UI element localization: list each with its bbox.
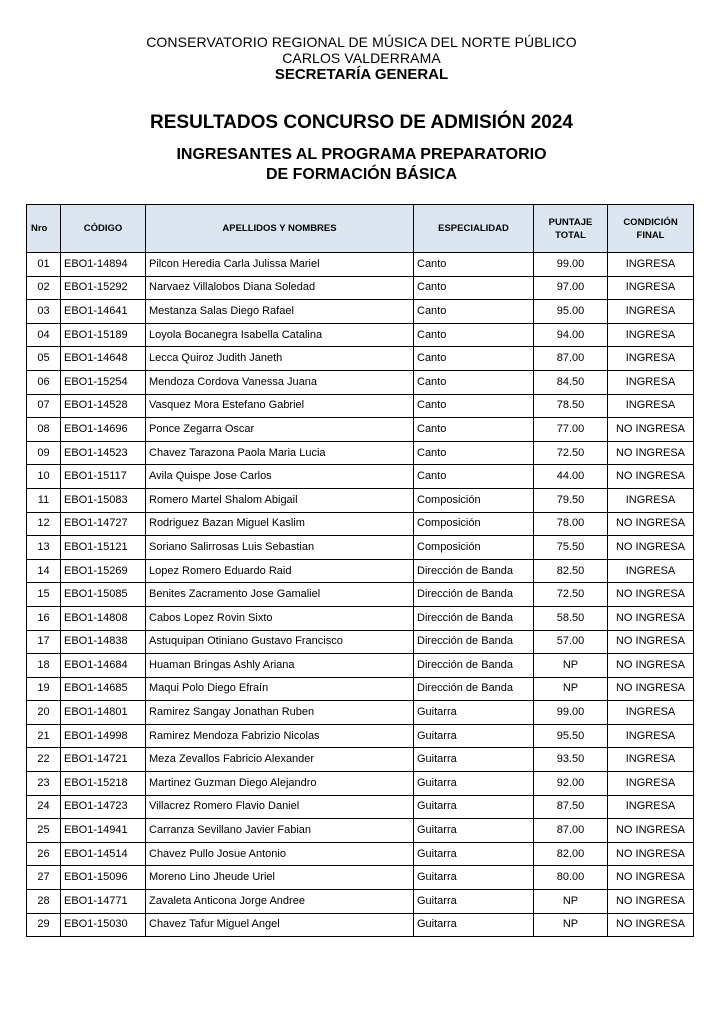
cell-nro: 02 (27, 276, 61, 300)
subtitle-line1: INGRESANTES AL PROGRAMA PREPARATORIO (176, 146, 547, 163)
cell-especialidad: Canto (414, 465, 534, 489)
cell-nombre: Chavez Pullo Josue Antonio (146, 842, 414, 866)
cell-codigo: EBO1-14801 (61, 701, 146, 725)
cell-condicion: NO INGRESA (608, 842, 694, 866)
cell-codigo: EBO1-14771 (61, 890, 146, 914)
cell-nro: 29 (27, 913, 61, 937)
cell-condicion: NO INGRESA (608, 536, 694, 560)
cell-codigo: EBO1-14696 (61, 418, 146, 442)
cell-codigo: EBO1-15083 (61, 488, 146, 512)
cell-condicion: NO INGRESA (608, 465, 694, 489)
column-header-especialidad: ESPECIALIDAD (414, 205, 534, 253)
cell-nro: 21 (27, 724, 61, 748)
cell-especialidad: Dirección de Banda (414, 583, 534, 607)
cell-especialidad: Guitarra (414, 701, 534, 725)
cell-nombre: Ponce Zegarra Oscar (146, 418, 414, 442)
table-row (27, 583, 694, 607)
cell-nro: 13 (27, 536, 61, 560)
cell-nro: 16 (27, 606, 61, 630)
cell-codigo: EBO1-15292 (61, 276, 146, 300)
cell-puntaje: NP (534, 677, 608, 701)
cell-especialidad: Dirección de Banda (414, 559, 534, 583)
cell-nombre: Moreno Lino Jheude Uriel (146, 866, 414, 890)
cell-puntaje: NP (534, 890, 608, 914)
cell-especialidad: Dirección de Banda (414, 606, 534, 630)
column-header-condicion (608, 205, 694, 253)
cell-puntaje: 80.00 (534, 866, 608, 890)
cell-condicion: INGRESA (608, 748, 694, 772)
table-row (27, 347, 694, 371)
cell-especialidad: Dirección de Banda (414, 654, 534, 678)
cell-condicion: INGRESA (608, 300, 694, 324)
table-row (27, 300, 694, 324)
cell-nro: 17 (27, 630, 61, 654)
cell-puntaje: NP (534, 654, 608, 678)
cell-puntaje: 87.00 (534, 347, 608, 371)
cell-especialidad: Guitarra (414, 842, 534, 866)
cell-especialidad: Canto (414, 370, 534, 394)
cell-condicion: NO INGRESA (608, 630, 694, 654)
cell-nro: 22 (27, 748, 61, 772)
cell-nro: 20 (27, 701, 61, 725)
cell-nro: 06 (27, 370, 61, 394)
cell-especialidad: Canto (414, 441, 534, 465)
cell-especialidad: Guitarra (414, 819, 534, 843)
cell-condicion: NO INGRESA (608, 913, 694, 937)
institution-name: CONSERVATORIO REGIONAL DE MÚSICA DEL NORTE PÚBLICO (146, 34, 577, 50)
cell-nro: 01 (27, 253, 61, 277)
cell-nombre: Lopez Romero Eduardo Raid (146, 559, 414, 583)
cell-puntaje: 77.00 (534, 418, 608, 442)
cell-puntaje: 82.50 (534, 559, 608, 583)
cell-especialidad: Guitarra (414, 913, 534, 937)
table-row (27, 630, 694, 654)
cell-puntaje: 99.00 (534, 253, 608, 277)
cell-condicion: NO INGRESA (608, 677, 694, 701)
subtitle-line2: DE FORMACIÓN BÁSICA (265, 166, 458, 183)
cell-nombre: Soriano Salirrosas Luis Sebastian (146, 536, 414, 560)
cell-condicion: INGRESA (608, 772, 694, 796)
table-row (27, 323, 694, 347)
cell-nombre: Carranza Sevillano Javier Fabian (146, 819, 414, 843)
table-row (27, 536, 694, 560)
table-row (27, 772, 694, 796)
cell-nombre: Narvaez Villalobos Diana Soledad (146, 276, 414, 300)
cell-codigo: EBO1-14998 (61, 724, 146, 748)
cell-condicion: INGRESA (608, 795, 694, 819)
cell-nro: 27 (27, 866, 61, 890)
column-header-codigo: CÓDIGO (61, 205, 146, 253)
cell-nombre: Pilcon Heredia Carla Julissa Mariel (146, 253, 414, 277)
cell-especialidad: Dirección de Banda (414, 677, 534, 701)
cell-codigo: EBO1-14685 (61, 677, 146, 701)
cell-nro: 04 (27, 323, 61, 347)
table-row (27, 253, 694, 277)
cell-especialidad: Guitarra (414, 724, 534, 748)
cell-nro: 07 (27, 394, 61, 418)
cell-especialidad: Canto (414, 418, 534, 442)
cell-puntaje: 78.00 (534, 512, 608, 536)
cell-codigo: EBO1-15030 (61, 913, 146, 937)
cell-nro: 15 (27, 583, 61, 607)
cell-nro: 10 (27, 465, 61, 489)
cell-condicion: NO INGRESA (608, 583, 694, 607)
table-row (27, 488, 694, 512)
cell-nombre: Ramirez Mendoza Fabrizio Nicolas (146, 724, 414, 748)
cell-puntaje: 95.50 (534, 724, 608, 748)
table-row (27, 748, 694, 772)
table-row (27, 441, 694, 465)
cell-nro: 09 (27, 441, 61, 465)
condicion-header-line1: CONDICIÓN (623, 216, 678, 228)
cell-puntaje: 87.00 (534, 819, 608, 843)
cell-codigo: EBO1-14648 (61, 347, 146, 371)
column-header-nombres: APELLIDOS Y NOMBRES (146, 205, 414, 253)
cell-nombre: Astuquipan Otiniano Gustavo Francisco (146, 630, 414, 654)
cell-condicion: NO INGRESA (608, 866, 694, 890)
condicion-header-line2: FINAL (636, 229, 665, 241)
cell-puntaje: 58.50 (534, 606, 608, 630)
cell-condicion: NO INGRESA (608, 512, 694, 536)
results-table (26, 204, 694, 937)
table-row (27, 559, 694, 583)
cell-codigo: EBO1-14721 (61, 748, 146, 772)
cell-nro: 12 (27, 512, 61, 536)
cell-nro: 24 (27, 795, 61, 819)
cell-puntaje: 79.50 (534, 488, 608, 512)
cell-codigo: EBO1-15096 (61, 866, 146, 890)
table-row (27, 512, 694, 536)
cell-puntaje: 72.50 (534, 441, 608, 465)
cell-nombre: Avila Quispe Jose Carlos (146, 465, 414, 489)
table-row (27, 370, 694, 394)
cell-especialidad: Guitarra (414, 795, 534, 819)
cell-condicion: NO INGRESA (608, 606, 694, 630)
cell-puntaje: 97.00 (534, 276, 608, 300)
document-title: RESULTADOS CONCURSO DE ADMISIÓN 2024 (150, 112, 573, 133)
cell-puntaje: 82.00 (534, 842, 608, 866)
table-row (27, 913, 694, 937)
cell-condicion: INGRESA (608, 394, 694, 418)
cell-puntaje: 78.50 (534, 394, 608, 418)
cell-codigo: EBO1-15218 (61, 772, 146, 796)
table-row (27, 418, 694, 442)
cell-codigo: EBO1-15117 (61, 465, 146, 489)
cell-puntaje: 94.00 (534, 323, 608, 347)
cell-condicion: INGRESA (608, 370, 694, 394)
table-row (27, 724, 694, 748)
puntaje-header-line1: PUNTAJE (548, 216, 593, 228)
cell-puntaje: 93.50 (534, 748, 608, 772)
column-header-puntaje (534, 205, 608, 253)
cell-nombre: Cabos Lopez Rovin Sixto (146, 606, 414, 630)
document-header (0, 34, 723, 84)
cell-nombre: Vasquez Mora Estefano Gabriel (146, 394, 414, 418)
cell-nombre: Huaman Bringas Ashly Ariana (146, 654, 414, 678)
cell-nro: 08 (27, 418, 61, 442)
cell-especialidad: Guitarra (414, 866, 534, 890)
cell-condicion: INGRESA (608, 347, 694, 371)
table-row (27, 465, 694, 489)
cell-especialidad: Guitarra (414, 890, 534, 914)
cell-condicion: NO INGRESA (608, 441, 694, 465)
table-row (27, 819, 694, 843)
cell-nro: 26 (27, 842, 61, 866)
table-row (27, 842, 694, 866)
cell-condicion: INGRESA (608, 488, 694, 512)
cell-especialidad: Canto (414, 347, 534, 371)
cell-codigo: EBO1-14523 (61, 441, 146, 465)
table-row (27, 701, 694, 725)
cell-especialidad: Canto (414, 323, 534, 347)
cell-nro: 05 (27, 347, 61, 371)
cell-condicion: INGRESA (608, 701, 694, 725)
cell-condicion: INGRESA (608, 276, 694, 300)
cell-nombre: Romero Martel Shalom Abigail (146, 488, 414, 512)
cell-codigo: EBO1-14808 (61, 606, 146, 630)
cell-nombre: Lecca Quiroz Judith Janeth (146, 347, 414, 371)
cell-codigo: EBO1-14941 (61, 819, 146, 843)
cell-codigo: EBO1-14723 (61, 795, 146, 819)
cell-condicion: NO INGRESA (608, 418, 694, 442)
cell-nombre: Chavez Tarazona Paola Maria Lucia (146, 441, 414, 465)
cell-nombre: Maqui Polo Diego Efraín (146, 677, 414, 701)
cell-nro: 23 (27, 772, 61, 796)
cell-codigo: EBO1-14894 (61, 253, 146, 277)
cell-codigo: EBO1-14514 (61, 842, 146, 866)
cell-nombre: Mendoza Cordova Vanessa Juana (146, 370, 414, 394)
cell-nro: 25 (27, 819, 61, 843)
cell-puntaje: 72.50 (534, 583, 608, 607)
cell-especialidad: Canto (414, 276, 534, 300)
cell-codigo: EBO1-14727 (61, 512, 146, 536)
cell-nombre: Benites Zacramento Jose Gamaliel (146, 583, 414, 607)
cell-condicion: NO INGRESA (608, 654, 694, 678)
cell-codigo: EBO1-14641 (61, 300, 146, 324)
cell-puntaje: NP (534, 913, 608, 937)
secretaria-heading: SECRETARÍA GENERAL (274, 66, 449, 83)
cell-codigo: EBO1-15189 (61, 323, 146, 347)
cell-puntaje: 44.00 (534, 465, 608, 489)
table-row (27, 866, 694, 890)
institution-name-line2: CARLOS VALDERRAMA (282, 50, 441, 66)
cell-especialidad: Composición (414, 536, 534, 560)
results-table-body (27, 253, 694, 937)
cell-nombre: Ramirez Sangay Jonathan Ruben (146, 701, 414, 725)
cell-puntaje: 87.50 (534, 795, 608, 819)
cell-nombre: Martinez Guzman Diego Alejandro (146, 772, 414, 796)
cell-puntaje: 92.00 (534, 772, 608, 796)
cell-nombre: Villacrez Romero Flavio Daniel (146, 795, 414, 819)
cell-nro: 11 (27, 488, 61, 512)
cell-codigo: EBO1-14838 (61, 630, 146, 654)
cell-codigo: EBO1-15121 (61, 536, 146, 560)
table-row (27, 606, 694, 630)
table-row (27, 677, 694, 701)
table-header-row (27, 205, 694, 253)
document-subtitle (0, 145, 723, 185)
cell-nro: 19 (27, 677, 61, 701)
cell-condicion: NO INGRESA (608, 890, 694, 914)
cell-puntaje: 99.00 (534, 701, 608, 725)
cell-especialidad: Composición (414, 488, 534, 512)
table-row (27, 394, 694, 418)
table-row (27, 890, 694, 914)
cell-nro: 18 (27, 654, 61, 678)
cell-especialidad: Composición (414, 512, 534, 536)
table-row (27, 654, 694, 678)
column-header-nro: Nro (27, 205, 61, 253)
cell-especialidad: Canto (414, 300, 534, 324)
cell-puntaje: 84.50 (534, 370, 608, 394)
cell-condicion: INGRESA (608, 724, 694, 748)
cell-nombre: Mestanza Salas Diego Rafael (146, 300, 414, 324)
cell-puntaje: 95.00 (534, 300, 608, 324)
table-row (27, 276, 694, 300)
cell-nombre: Chavez Tafur Miguel Angel (146, 913, 414, 937)
cell-nombre: Rodriguez Bazan Miguel Kaslim (146, 512, 414, 536)
cell-especialidad: Dirección de Banda (414, 630, 534, 654)
cell-nro: 03 (27, 300, 61, 324)
cell-especialidad: Canto (414, 394, 534, 418)
cell-codigo: EBO1-15254 (61, 370, 146, 394)
cell-condicion: INGRESA (608, 559, 694, 583)
cell-nombre: Meza Zevallos Fabricio Alexander (146, 748, 414, 772)
cell-condicion: NO INGRESA (608, 819, 694, 843)
cell-nro: 28 (27, 890, 61, 914)
cell-condicion: INGRESA (608, 253, 694, 277)
cell-codigo: EBO1-15085 (61, 583, 146, 607)
cell-puntaje: 75.50 (534, 536, 608, 560)
cell-codigo: EBO1-14528 (61, 394, 146, 418)
cell-codigo: EBO1-15269 (61, 559, 146, 583)
cell-puntaje: 57.00 (534, 630, 608, 654)
cell-codigo: EBO1-14684 (61, 654, 146, 678)
table-row (27, 795, 694, 819)
puntaje-header-line2: TOTAL (555, 229, 586, 241)
cell-nombre: Loyola Bocanegra Isabella Catalina (146, 323, 414, 347)
cell-especialidad: Canto (414, 253, 534, 277)
cell-condicion: INGRESA (608, 323, 694, 347)
cell-nro: 14 (27, 559, 61, 583)
cell-nombre: Zavaleta Anticona Jorge Andree (146, 890, 414, 914)
cell-especialidad: Guitarra (414, 748, 534, 772)
cell-especialidad: Guitarra (414, 772, 534, 796)
